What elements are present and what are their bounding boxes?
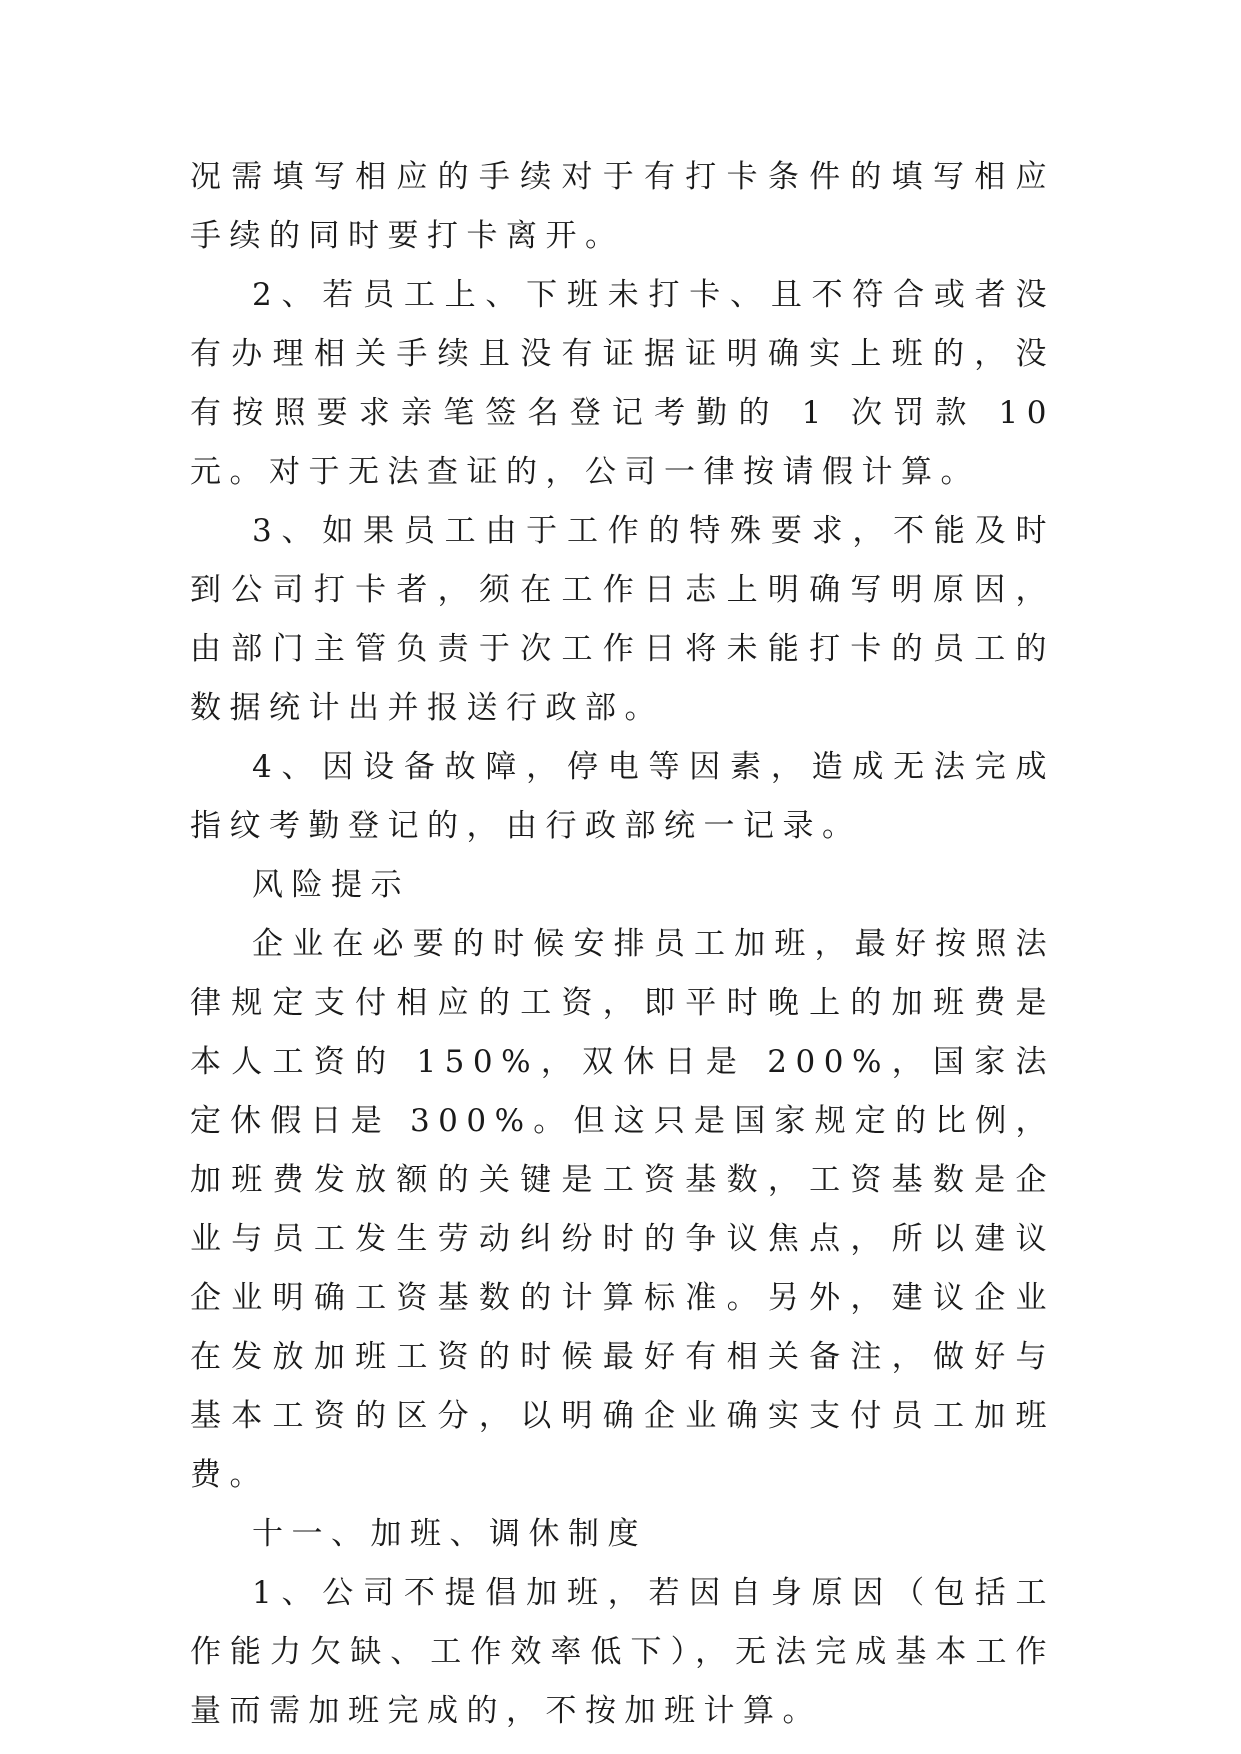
section-heading-overtime: 十一、加班、调休制度	[252, 1516, 647, 1552]
paragraph-item-4: 4、因设备故障，停电等因素，造成无法完成指纹考勤登记的，由行政部统一记录。	[190, 749, 1055, 844]
paragraph-continuation: 况需填写相应的手续对于有打卡条件的填写相应手续的同时要打卡离开。	[190, 159, 1055, 254]
document-page	[190, 148, 1055, 1741]
paragraph-risk-tip-body: 企业在必要的时候安排员工加班，最好按照法律规定支付相应的工资，即平时晚上的加班费是本人工资的 150%，双休日是 200%，国家法定休假日是 300%。但这只是国家规定的比例，加班费发放额的关键是工资基数，工资基数是企业与员工发生劳动纠纷时的争议焦点，所以建议企业明确工资基数的计算标准。另外，建议企业在发放加班工资的时候最好有相关备注，做好与基本工资的区分，以明确企业确实支付员工加班费。	[190, 926, 1055, 1493]
paragraph-overtime-item-1: 1、公司不提倡加班，若因自身原因（包括工作能力欠缺、工作效率低下），无法完成基本工作量而需加班完成的，不按加班计算。	[190, 1575, 1055, 1729]
paragraph-item-3: 3、如果员工由于工作的特殊要求，不能及时到公司打卡者，须在工作日志上明确写明原因，由部门主管负责于次工作日将未能打卡的员工的数据统计出并报送行政部。	[190, 513, 1055, 726]
section-heading-risk-tip: 风险提示	[252, 867, 410, 903]
paragraph-item-2: 2、若员工上、下班未打卡、且不符合或者没有办理相关手续且没有证据证明确实上班的，没有按照要求亲笔签名登记考勤的 1 次罚款 10 元。对于无法查证的，公司一律按请假计算。	[190, 277, 1055, 490]
